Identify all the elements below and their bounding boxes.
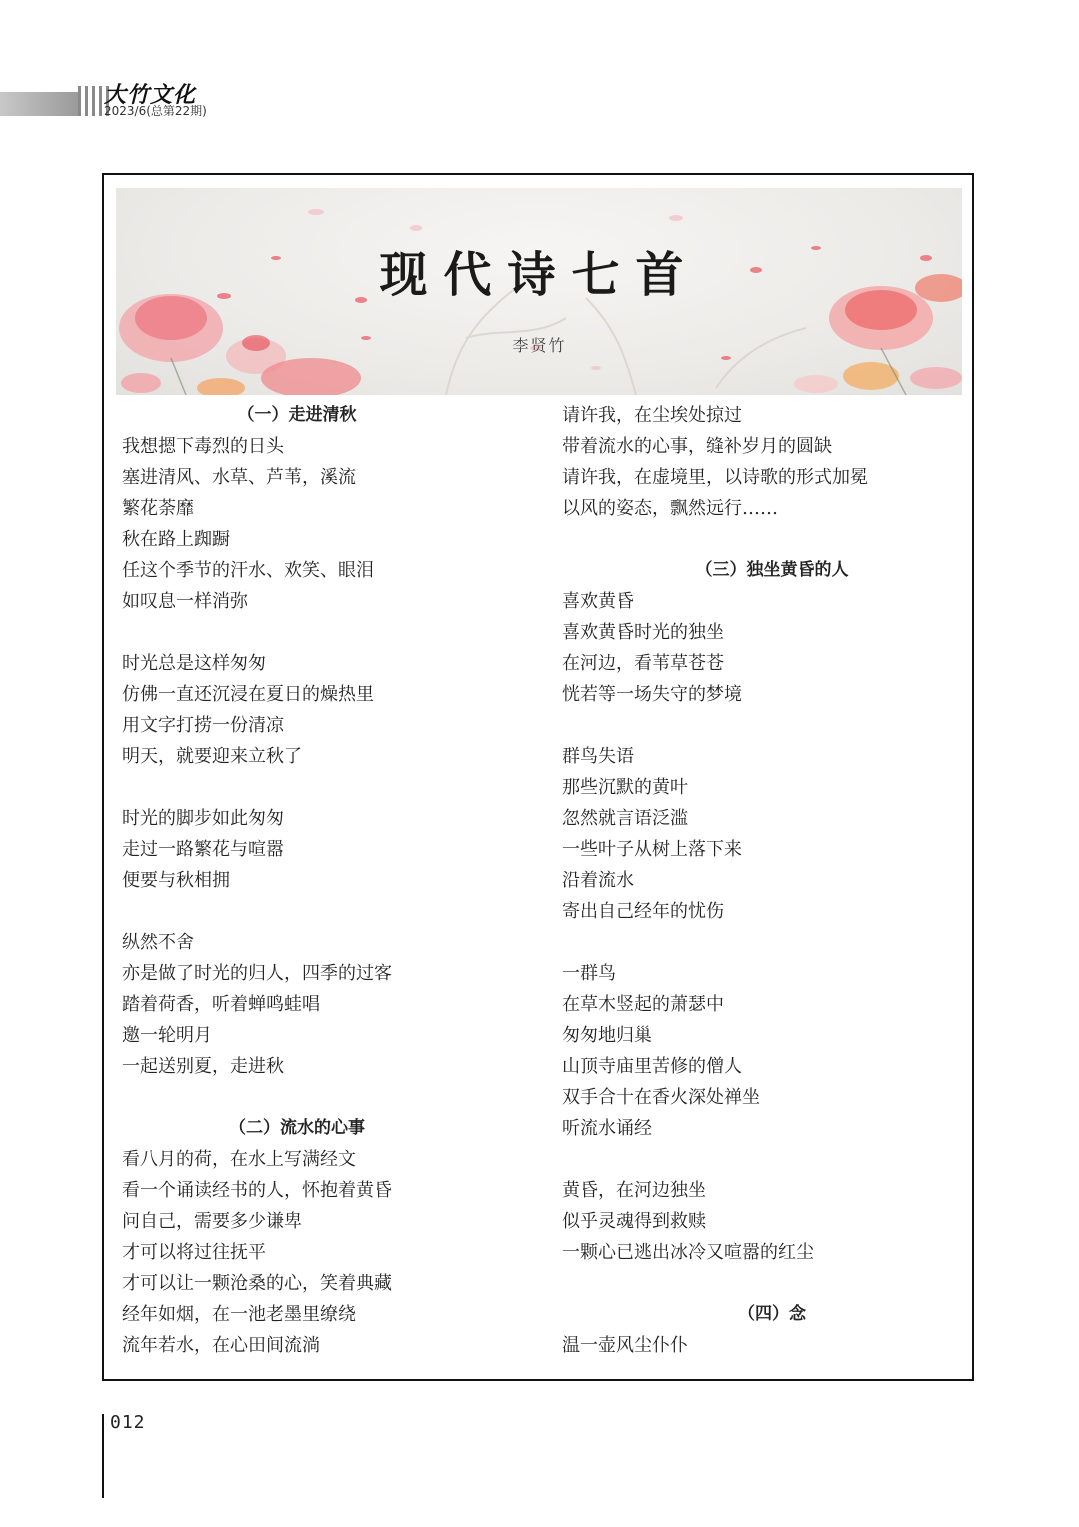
poem-line: 带着流水的心事，缝补岁月的圆缺 [562,436,832,457]
poem-line: 踏着荷香，听着蝉鸣蛙唱 [122,994,320,1015]
stanza-break [122,772,542,803]
article-title: 现代诗七首 [379,247,700,303]
poem-line: 邀一轮明月 [122,1025,212,1046]
poem-line: 秋在路上踟蹰 [122,529,230,550]
stanza-break [562,1144,982,1175]
poem-line: 流年若水，在心田间流淌 [122,1335,320,1356]
poem-heading: （四）念 [738,1304,806,1324]
poem-line: 一群鸟 [562,963,616,984]
poem-line: 走过一路繁花与喧嚣 [122,839,284,860]
poem-heading: （三）独坐黄昏的人 [695,560,849,580]
issue-number: 2023/6(总第22期) [104,104,207,118]
stanza-break [122,1082,542,1113]
article-author: 李贤竹 [512,336,567,355]
poem-line: 一颗心已逃出冰冷又喧嚣的红尘 [562,1242,814,1263]
stanza-break [562,524,982,555]
right-column [562,400,982,1361]
poem-line: 喜欢黄昏 [562,591,634,612]
poem-line: 黄昏，在河边独坐 [562,1180,706,1201]
poem-line: 群鸟失语 [562,746,634,767]
stanza-break [562,1268,982,1299]
poem-line: 繁花荼靡 [122,498,194,519]
poem-line: 在草木竖起的萧瑟中 [562,994,724,1015]
poem-line: 忽然就言语泛滥 [562,808,688,829]
poem-line: 双手合十在香火深处禅坐 [562,1087,760,1108]
poem-line: 任这个季节的汗水、欢笑、眼泪 [122,560,374,581]
poem-line: 温一壶风尘仆仆 [562,1335,688,1356]
poem-line: 纵然不舍 [122,932,194,953]
poem-line: 请许我，在虚境里，以诗歌的形式加冕 [562,467,868,488]
poem-line: 塞进清风、水草、芦苇，溪流 [122,467,356,488]
stanza-break [122,896,542,927]
magazine-logo: 大竹文化 [104,82,197,108]
poem-line: 恍若等一场失守的梦境 [562,684,742,705]
poem-line: 看八月的荷，在水上写满经文 [122,1149,356,1170]
poem-line: 仿佛一直还沉浸在夏日的燥热里 [122,684,374,705]
poem-line: 用文字打捞一份清凉 [122,715,284,736]
poem-line: 以风的姿态，飘然远行…… [562,498,778,519]
poem-line: 我想摁下毒烈的日头 [122,436,284,457]
poem-line: 如叹息一样消弥 [122,591,248,612]
poem-line: 似乎灵魂得到救赎 [562,1211,706,1232]
poem-line: 喜欢黄昏时光的独坐 [562,622,724,643]
poem-line: 看一个诵读经书的人，怀抱着黄昏 [122,1180,392,1201]
poem-line: 沿着流水 [562,870,634,891]
poem-line: 寄出自己经年的忧伤 [562,901,724,922]
poem-line: 在河边，看苇草苍苍 [562,653,724,674]
poem-line: 便要与秋相拥 [122,870,230,891]
poem-line: 一些叶子从树上落下来 [562,839,742,860]
poem-line: 请许我，在尘埃处掠过 [562,405,742,426]
poem-line: 才可以将过往抚平 [122,1242,266,1263]
poem-line: 山顶寺庙里苦修的僧人 [562,1056,742,1077]
footer-rule [102,1414,104,1498]
stanza-break [562,710,982,741]
stanza-break [122,617,542,648]
poem-line: 问自己，需要多少谦卑 [122,1211,302,1232]
poem-line: 亦是做了时光的归人，四季的过客 [122,963,392,984]
poem-line: 匆匆地归巢 [562,1025,652,1046]
poem-heading: （一）走进清秋 [237,405,357,425]
poem-line: 听流水诵经 [562,1118,652,1139]
header-gray-bar [0,92,78,116]
poem-line: 那些沉默的黄叶 [562,777,688,798]
poem-heading: （二）流水的心事 [229,1118,365,1138]
poem-line: 明天，就要迎来立秋了 [122,746,302,767]
stanza-break [562,927,982,958]
poem-line: 经年如烟，在一池老墨里缭绕 [122,1304,356,1325]
left-column [122,400,542,1361]
poem-line: 时光总是这样匆匆 [122,653,266,674]
page-number: 012 [110,1412,146,1433]
poem-line: 一起送别夏，走进秋 [122,1056,284,1077]
poem-line: 才可以让一颗沧桑的心，笑着典藏 [122,1273,392,1294]
poem-line: 时光的脚步如此匆匆 [122,808,284,829]
